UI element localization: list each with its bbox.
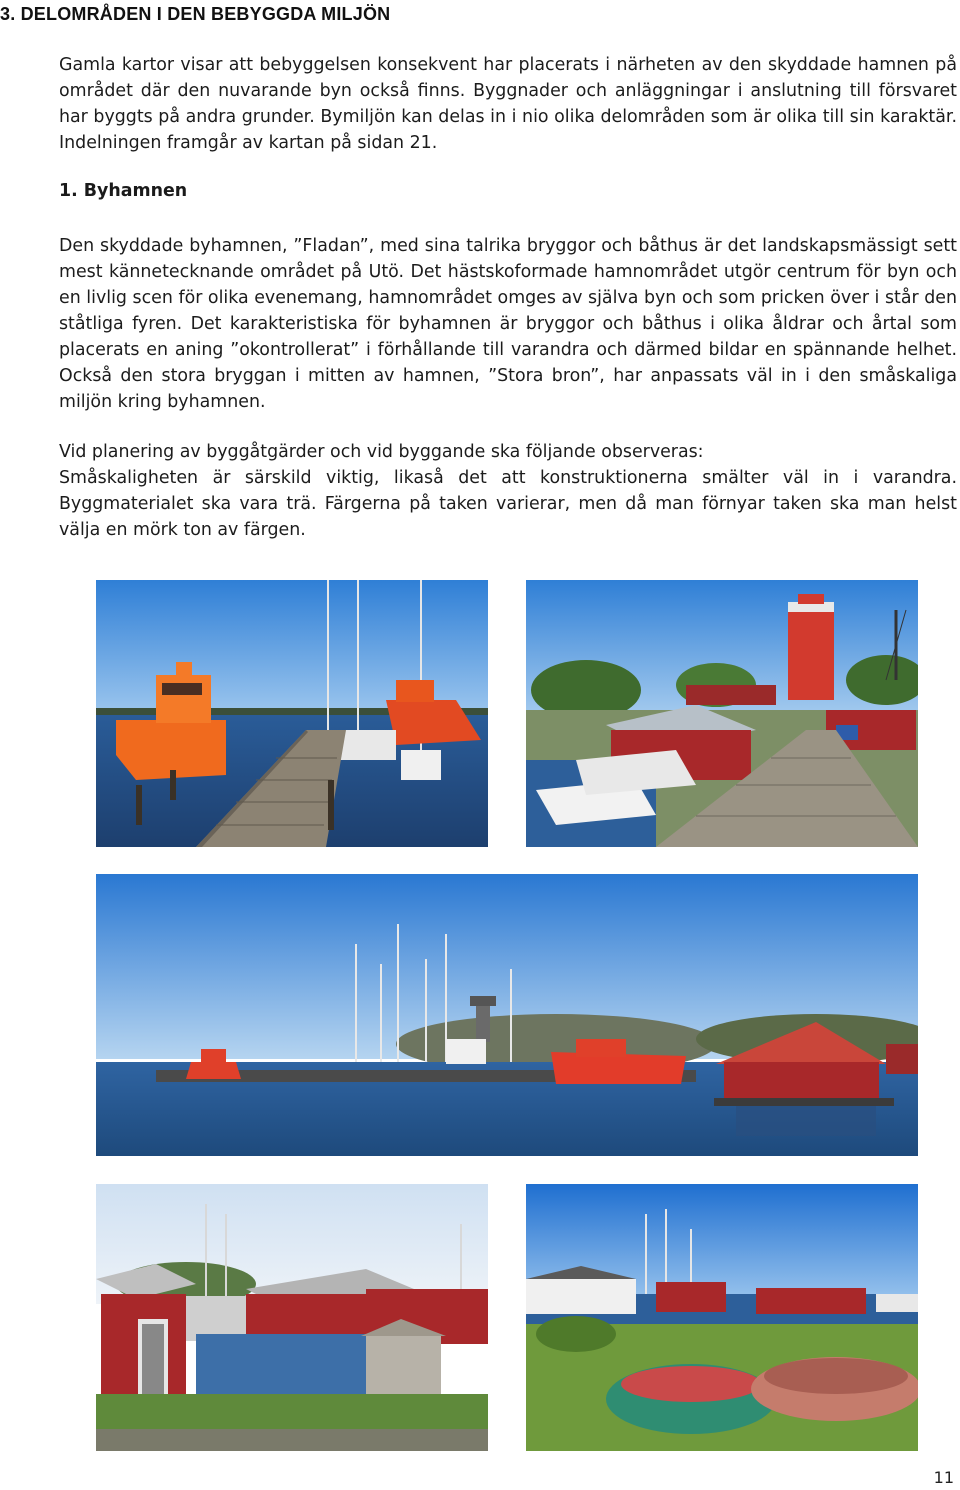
photo-harbour-panorama xyxy=(96,874,918,1156)
byhamnen-paragraph: Den skyddade byhamnen, ”Fladan”, med sina talrika bryggor och båthus är det landskapsmässigt sett mest kännetecknande området på Utö. Det hästskoformade hamnområdet utgör centrum för byn och en livlig scen för olika evenemang, hamnområdet omges av själva byn och som pricken över i står den ståtliga fyren. Det karakteristiska för byhamnen är bryggor och båthus i olika åldrar och årtal som placerats en aning ”okontrollerat” i förhållande till varandra och därmed bildar en spännande helhet. Också den stora bryggan i mitten av hamnen, ”Stora bron”, har anpassats väl in i den småskaliga miljön kring byhamnen. xyxy=(59,236,957,412)
guidelines-paragraph xyxy=(59,439,957,543)
photo-upturned-boats xyxy=(526,1184,918,1451)
guidelines-text: Småskaligheten är särskild viktig, likaså det att konstruktionerna smälter väl in i varandra. Byggmaterialet ska vara trä. Färgerna på taken varierar, men då man förnyar taken ska man helst välja en mörk ton av färgen. xyxy=(59,468,957,540)
photo-red-shed xyxy=(96,1184,488,1451)
guidelines-intro-line: Vid planering av byggåtgärder och vid byggande ska följande observeras: xyxy=(59,442,704,462)
photo-pier-pilot-boat xyxy=(96,580,488,847)
photo-lighthouse-boathouses xyxy=(526,580,918,847)
subsection-heading: 1. Byhamnen xyxy=(59,181,188,201)
intro-paragraph: Gamla kartor visar att bebyggelsen konsekvent har placerats i närheten av den skyddade hamnen på området där den nuvarande byn också finns. Byggnader och anläggningar i anslutning till försvaret har byggts på andra grunder. Bymiljön kan delas in i nio olika delområden som är olika till sin karaktär. Indelningen framgår av kartan på sidan 21. xyxy=(59,55,957,153)
section-heading: 3. DELOMRÅDEN I DEN BEBYGGDA MILJÖN xyxy=(0,4,391,24)
page-number: 11 xyxy=(933,1468,954,1487)
